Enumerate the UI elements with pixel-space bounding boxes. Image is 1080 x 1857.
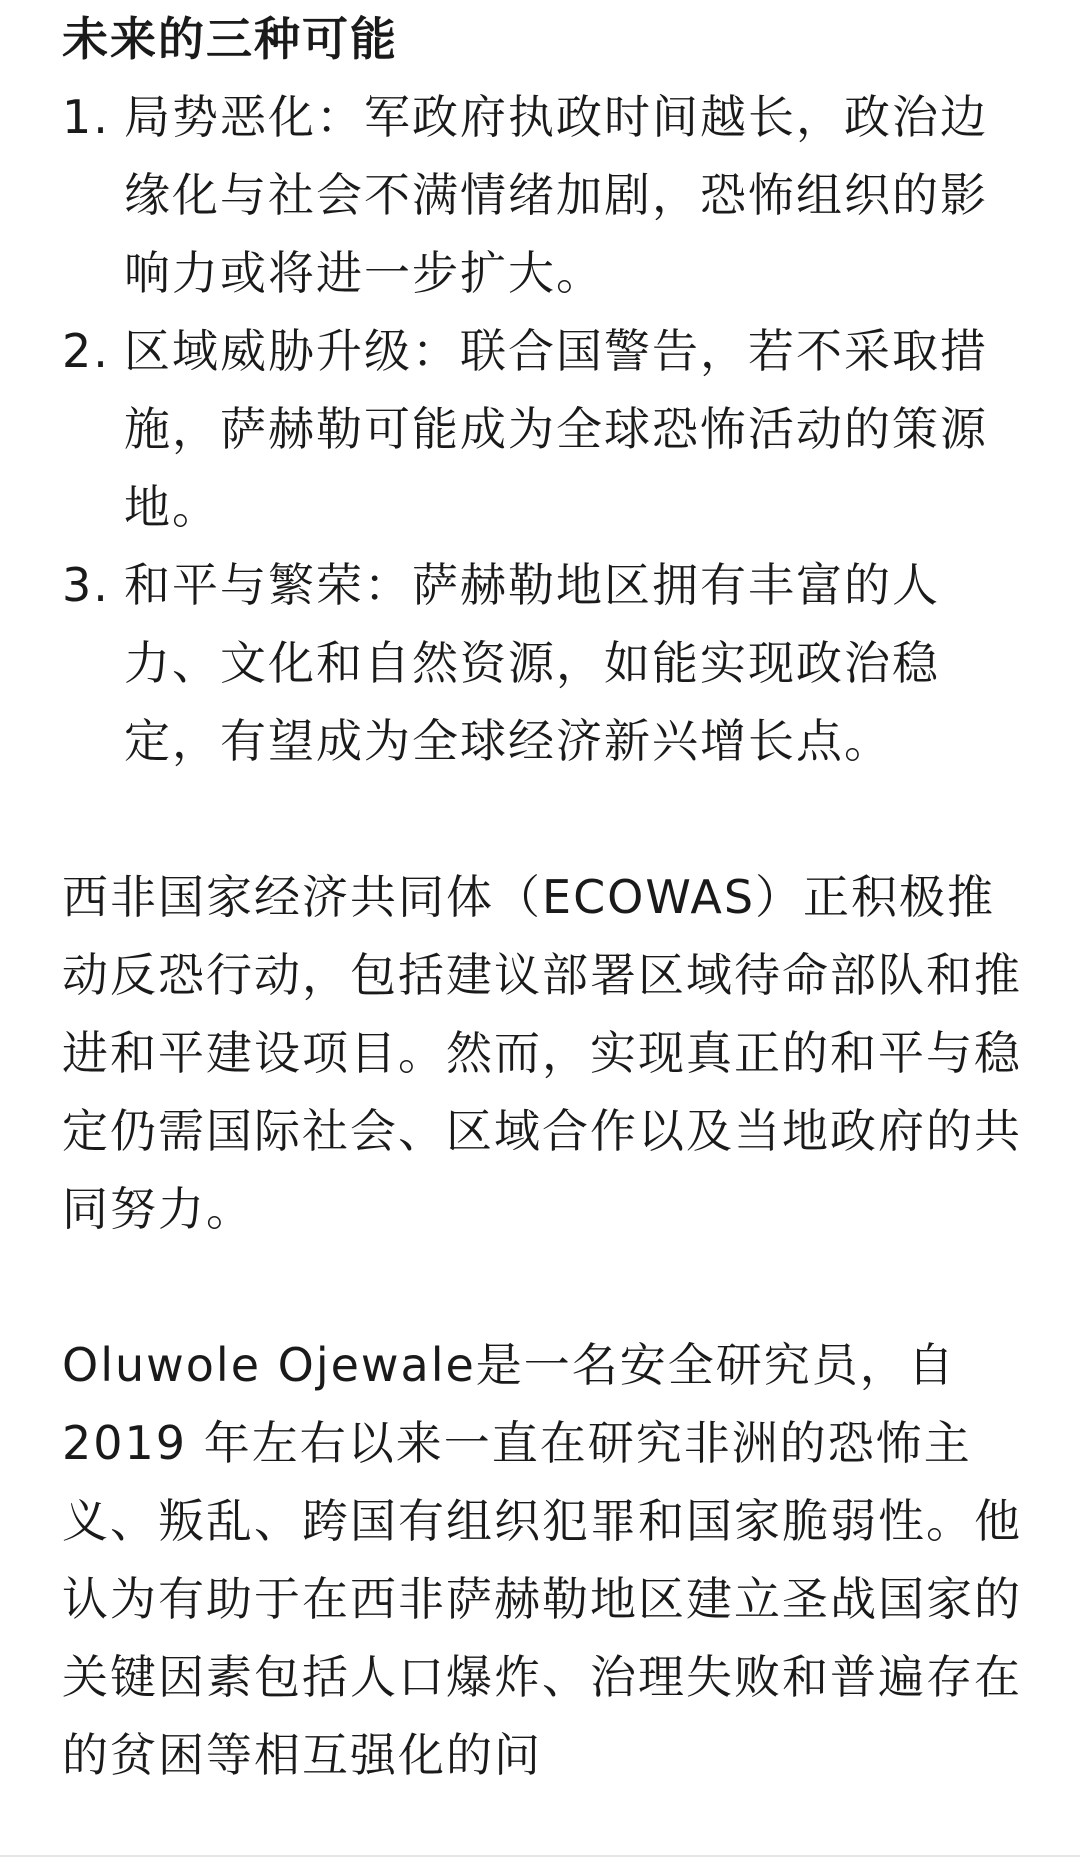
paragraph-ojewale: Oluwole Ojewale是一名安全研究员，自 2019 年左右以来一直在研究非洲的恐怖主义、叛乱、跨国有组织犯罪和国家脆弱性。他认为有助于在西非萨赫勒地区建立圣战国家的关键因素包括人口爆炸、治理失败和普遍存在的贫困等相互强化的问 <box>62 1338 1022 1782</box>
paragraph-spacer <box>62 780 1022 858</box>
list-item-text: 和平与繁荣：萨赫勒地区拥有丰富的人力、文化和自然资源，如能实现政治稳定，有望成为全球经济新兴增长点。 <box>124 558 940 768</box>
list-item-text: 局势恶化：军政府执政时间越长，政治边缘化与社会不满情绪加剧，恐怖组织的影响力或将进一步扩大。 <box>124 90 988 300</box>
scenario-list <box>62 78 1022 780</box>
list-item <box>62 78 1022 312</box>
list-item <box>62 546 1022 780</box>
list-item <box>62 312 1022 546</box>
article-body <box>62 0 1022 1794</box>
list-item-number: 2. <box>62 324 110 378</box>
list-item-text: 区域威胁升级：联合国警告，若不采取措施，萨赫勒可能成为全球恐怖活动的策源地。 <box>124 324 988 534</box>
list-item-number: 3. <box>62 558 110 612</box>
paragraph-spacer <box>62 1248 1022 1326</box>
list-item-number: 1. <box>62 90 110 144</box>
paragraph-ecowas: 西非国家经济共同体（ECOWAS）正积极推动反恐行动，包括建议部署区域待命部队和推进和平建设项目。然而，实现真正的和平与稳定仍需国际社会、区域合作以及当地政府的共同努力。 <box>62 870 1022 1236</box>
section-heading: 未来的三种可能 <box>62 12 398 66</box>
